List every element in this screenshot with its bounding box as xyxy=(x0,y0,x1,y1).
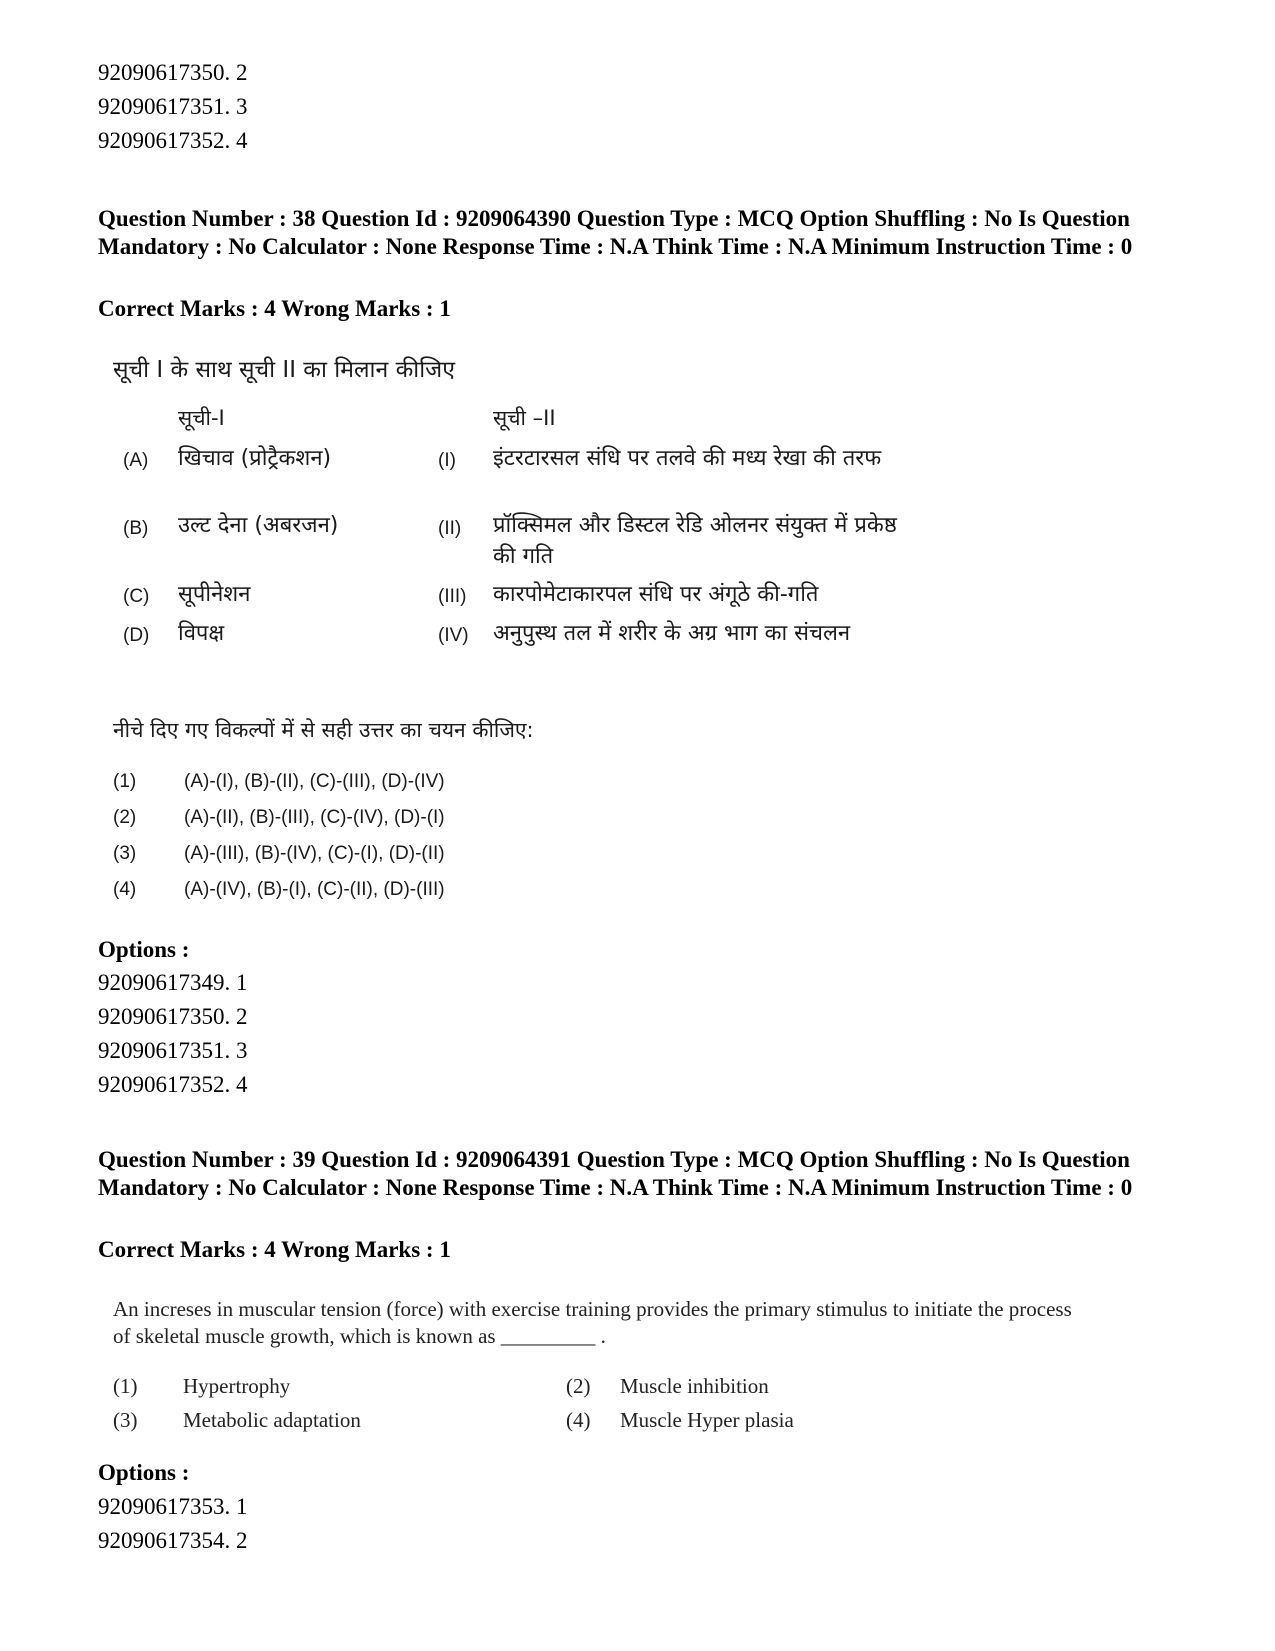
list-2-label: (IV) xyxy=(438,625,469,646)
list-2-item: अनुपुस्थ तल में शरीर के अग्र भाग का संचलन xyxy=(493,621,851,646)
option-line: 92090617349. 1 xyxy=(98,970,248,995)
question-38-header: Question Number : 38 Question Id : 9209064390 Question Type : MCQ Option Shuffling : No Is Question Mandatory : No Calculator : None Response Time : N.A Think Time : N.A Minimum Instruction Time : 0 xyxy=(98,206,1133,259)
question-39-marks: Correct Marks : 4 Wrong Marks : 1 xyxy=(98,1237,451,1262)
list-2-heading: सूची –II xyxy=(493,406,556,430)
options-label: Options : xyxy=(98,1460,190,1485)
list-1-item: सूपीनेशन xyxy=(178,582,251,607)
choice-number: (2) xyxy=(113,807,137,828)
choice-number: (4) xyxy=(113,879,137,900)
choice-text: (A)-(I), (B)-(II), (C)-(III), (D)-(IV) xyxy=(184,771,445,792)
list-1-label: (C) xyxy=(123,586,150,607)
choice-number: (3) xyxy=(113,1408,138,1432)
choice-text: Metabolic adaptation xyxy=(183,1408,361,1432)
option-line: 92090617352. 4 xyxy=(98,128,248,153)
question-39-header: Question Number : 39 Question Id : 9209064391 Question Type : MCQ Option Shuffling : No Is Question Mandatory : No Calculator : None Response Time : N.A Think Time : N.A Minimum Instruction Time : 0 xyxy=(98,1147,1133,1200)
list-1-label: (B) xyxy=(123,518,149,539)
match-prompt: सूची I के साथ सूची II का मिलान कीजिए xyxy=(113,357,455,383)
choice-number: (1) xyxy=(113,771,137,792)
question-39-stem: An increses in muscular tension (force) with exercise training provides the primary stimulus to initiate the process of skeletal muscle growth, which is known as _________ . xyxy=(113,1297,1072,1348)
choice-instruction: नीचे दिए गए विकल्पों में से सही उत्तर का चयन कीजिए: xyxy=(113,718,534,742)
list-2-item: प्रॉक्सिमल और डिस्टल रेडि ओलनर संयुक्त में प्रकेष्ठ की गति xyxy=(493,513,897,569)
option-line: 92090617350. 2 xyxy=(98,60,248,85)
choice-text: Hypertrophy xyxy=(183,1374,291,1398)
list-2-label: (II) xyxy=(438,518,462,539)
choice-number: (2) xyxy=(566,1374,591,1398)
list-1-heading: सूची-I xyxy=(178,406,225,430)
list-2-item: इंटरटारसल संधि पर तलवे की मध्य रेखा की तरफ xyxy=(493,446,882,471)
choice-text: (A)-(II), (B)-(III), (C)-(IV), (D)-(I) xyxy=(184,807,445,828)
list-2-label: (III) xyxy=(438,586,467,607)
list-1-item: उल्ट देना (अबरजन) xyxy=(178,513,339,538)
options-label: Options : xyxy=(98,937,190,962)
choice-number: (3) xyxy=(113,843,137,864)
choice-text: (A)-(IV), (B)-(I), (C)-(II), (D)-(III) xyxy=(184,879,445,900)
option-line: 92090617351. 3 xyxy=(98,94,248,119)
option-line: 92090617352. 4 xyxy=(98,1072,248,1097)
choice-text: Muscle Hyper plasia xyxy=(620,1408,794,1432)
choice-number: (4) xyxy=(566,1408,591,1432)
choice-text: (A)-(III), (B)-(IV), (C)-(I), (D)-(II) xyxy=(184,843,445,864)
option-line: 92090617353. 1 xyxy=(98,1494,248,1519)
question-38-marks: Correct Marks : 4 Wrong Marks : 1 xyxy=(98,296,451,321)
choice-text: Muscle inhibition xyxy=(620,1374,769,1398)
list-1-item: खिचाव (प्रोट्रैकशन) xyxy=(178,446,332,471)
choice-number: (1) xyxy=(113,1374,138,1398)
option-line: 92090617354. 2 xyxy=(98,1528,248,1553)
list-1-label: (A) xyxy=(123,450,149,471)
list-1-label: (D) xyxy=(123,625,150,646)
list-2-item: कारपोमेटाकारपल संधि पर अंगूठे की-गति xyxy=(493,582,819,607)
list-2-label: (I) xyxy=(438,450,456,471)
option-line: 92090617350. 2 xyxy=(98,1004,248,1029)
list-1-item: विपक्ष xyxy=(178,621,225,646)
option-line: 92090617351. 3 xyxy=(98,1038,248,1063)
